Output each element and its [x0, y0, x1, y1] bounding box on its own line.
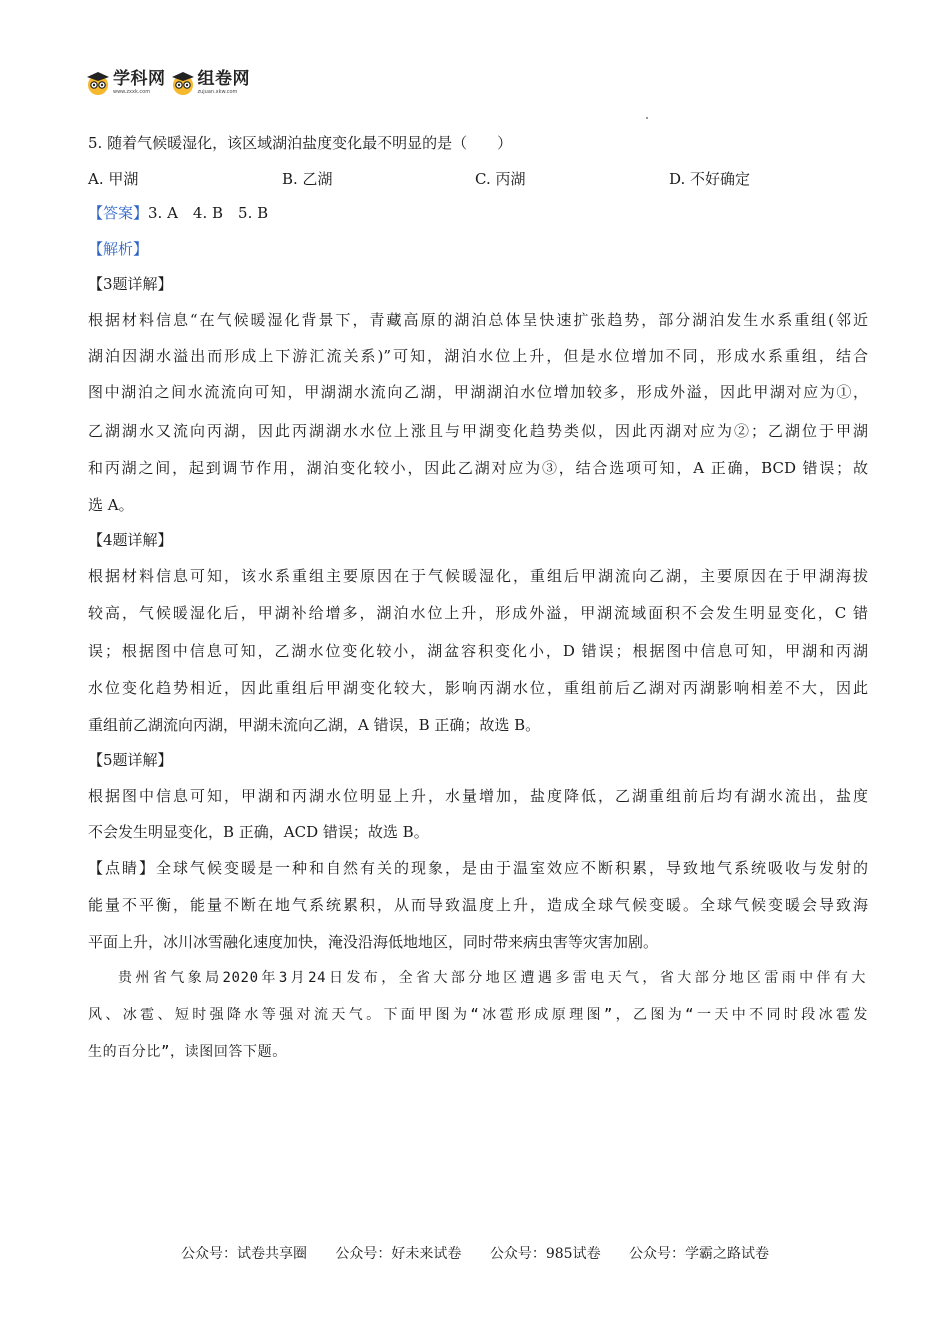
site-logo[interactable] — [85, 70, 254, 96]
paragraph-line: 根据材料信息可知，该水系重组主要原因在于气候暖湿化，重组后甲湖流向乙湖，主要原因在于甲湖海拔 — [88, 567, 868, 585]
footer-item: 公众号：985试卷 — [489, 1246, 601, 1262]
section-title: 【3题详解】 — [88, 275, 173, 293]
paragraph-line: 根据图中信息可知，甲湖和丙湖水位明显上升，水量增加，盐度降低，乙湖重组前后均有湖水流出，盐度 — [88, 787, 868, 805]
logo-url: www.zxxk.com — [113, 89, 151, 95]
paragraph-line: 较高，气候暖湿化后，甲湖补给增多，湖泊水位上升，形成外溢，甲湖流域面积不会发生明显变化，C 错 — [88, 604, 868, 622]
option-b: B. 乙湖 — [282, 170, 333, 188]
paragraph-line: 湖泊因湖水溢出而形成上下游汇流关系)”可知，湖泊水位上升，但是水位增加不同，形成水系重组，结合 — [88, 347, 868, 365]
answer-label: 【答案】 — [88, 204, 149, 222]
logo-name: 组卷网 — [197, 69, 250, 89]
mascot-icon — [170, 70, 196, 96]
paragraph-line: 重组前乙湖流向丙湖，甲湖未流向乙湖，A 错误，B 正确；故选 B。 — [88, 716, 541, 734]
paragraph-line: 根据材料信息“在气候暖湿化背景下，青藏高原的湖泊总体呈快速扩张趋势，部分湖泊发生水系重组(邻近 — [88, 311, 868, 329]
paragraph-line: 水位变化趋势相近，因此重组后甲湖变化较大，影响丙湖水位，重组前后乙湖对丙湖影响相差不大，因此 — [88, 679, 868, 697]
option-c: C. 丙湖 — [475, 170, 526, 188]
paragraph-line: 乙湖湖水又流向丙湖，因此丙湖湖水水位上涨且与甲湖变化趋势类似，因此丙湖对应为②；乙湖位于甲湖 — [88, 422, 868, 440]
paragraph-line: 平面上升，冰川冰雪融化速度加快，淹没沿海低地地区，同时带来病虫害等灾害加剧。 — [88, 933, 659, 951]
stray-dot — [646, 117, 648, 119]
logo-zxxk[interactable] — [85, 70, 166, 96]
logo-name: 学科网 — [113, 69, 166, 89]
material-line: 贵州省气象局2020年3月24日发布，全省大部分地区遭遇多雷电天气，省大部分地区雷雨中伴有大 — [118, 970, 866, 986]
paragraph-line: 选 A。 — [88, 496, 134, 514]
paragraph-line: 不会发生明显变化，B 正确，ACD 错误；故选 B。 — [88, 823, 429, 841]
analysis-label: 【解析】 — [88, 240, 149, 258]
logo-zujuan[interactable] — [170, 70, 251, 96]
answer-line — [88, 203, 868, 223]
footer-item: 公众号：学霸之路试卷 — [629, 1246, 770, 1262]
paragraph-line: 能量不平衡，能量不断在地气系统累积，从而导致温度上升，造成全球气候变暖。全球气候变暖会导致海 — [88, 896, 868, 914]
option-d: D. 不好确定 — [669, 170, 751, 188]
section-title: 【4题详解】 — [88, 531, 173, 549]
mascot-icon — [85, 70, 111, 96]
footer-item: 公众号：试卷共享圈 — [180, 1246, 307, 1262]
tip-label: 【点睛】 — [88, 859, 156, 877]
question-stem: 5. 随着气候暖湿化，该区域湖泊盐度变化最不明显的是（ ） — [88, 134, 513, 152]
footer-item: 公众号：好未来试卷 — [335, 1246, 462, 1262]
tip-line — [88, 858, 868, 878]
paragraph-line: 误；根据图中信息可知，乙湖水位变化较小，湖盆容积变化小，D 错误；根据图中信息可知，甲湖和丙湖 — [88, 642, 868, 660]
section-title: 【5题详解】 — [88, 751, 173, 769]
material-line: 风、冰雹、短时强降水等强对流天气。下面甲图为“冰雹形成原理图”，乙图为“一天中不同时段冰雹发 — [88, 1007, 868, 1023]
paragraph-line: 和丙湖之间，起到调节作用，湖泊变化较小，因此乙湖对应为③，结合选项可知，A 正确，BCD 错误；故 — [88, 459, 868, 477]
footer — [0, 1244, 950, 1264]
logo-url: zujuan.xkw.com — [197, 89, 238, 95]
material-line: 生的百分比”，读图回答下题。 — [88, 1044, 287, 1060]
answer-text: 3. A 4. B 5. B — [148, 204, 269, 222]
option-a: A. 甲湖 — [88, 170, 139, 188]
paragraph-line: 图中湖泊之间水流流向可知，甲湖湖水流向乙湖，甲湖湖泊水位增加较多，形成外溢，因此甲湖对应为①， — [88, 383, 868, 401]
tip-text: 全球气候变暖是一种和自然有关的现象，是由于温室效应不断积累，导致地气系统吸收与发射的 — [156, 859, 868, 877]
